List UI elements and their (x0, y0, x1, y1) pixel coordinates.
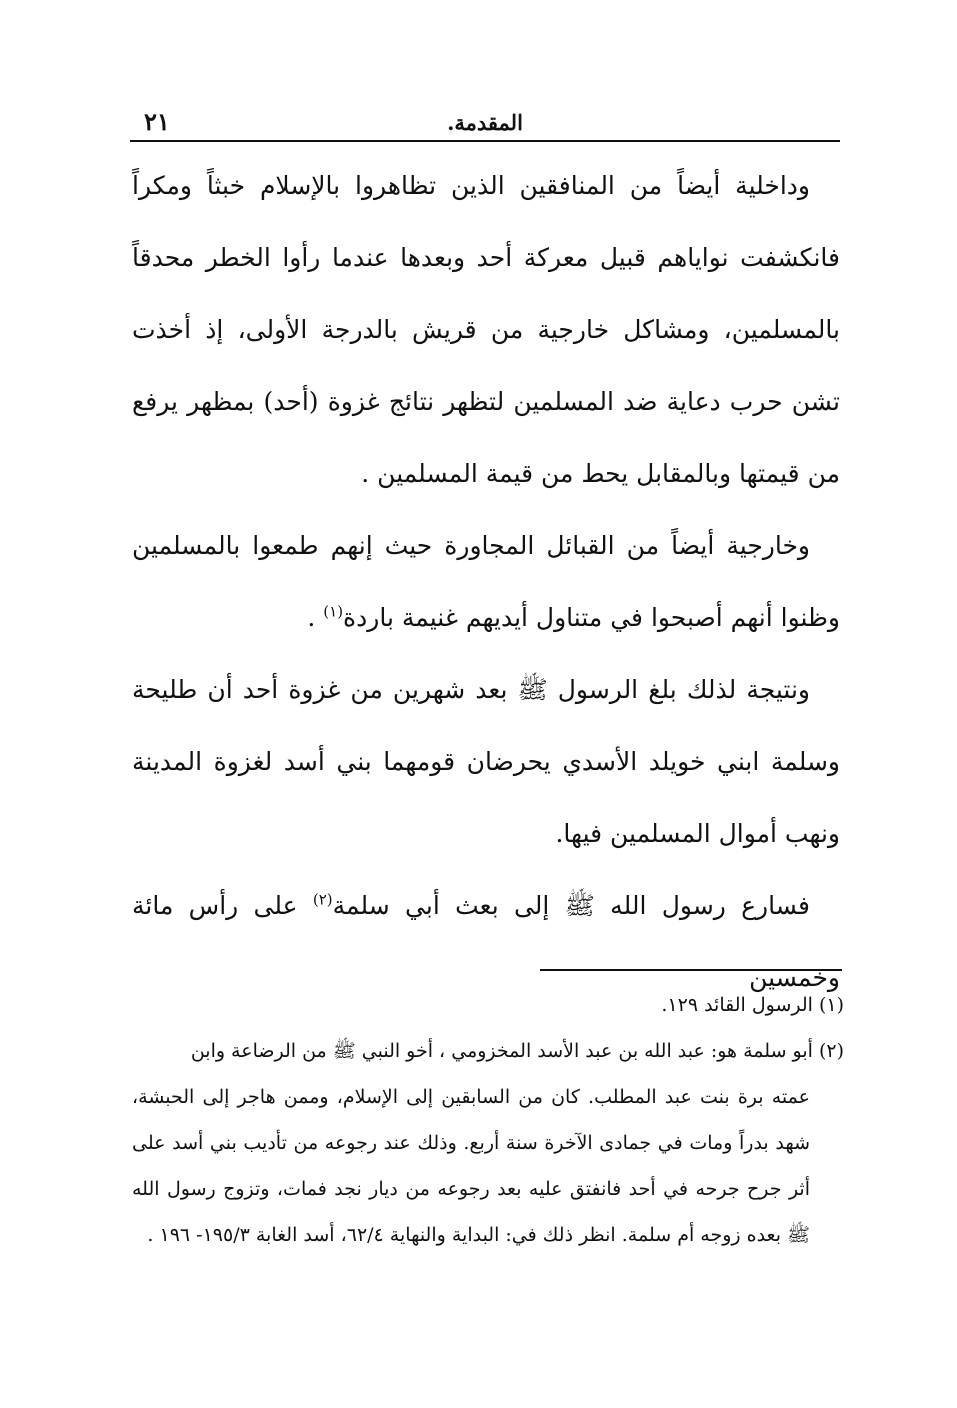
chapter-title: المقدمة. (447, 110, 523, 135)
main-text (132, 150, 840, 1014)
footnote-1-number: (١) (818, 994, 844, 1016)
running-header (130, 108, 840, 142)
paragraph-4-text: فسارع رسول الله ﷺ إلى بعث أبي سلمة (332, 891, 811, 920)
paragraph-4-end: على رأس مائة وخمسين (132, 891, 840, 992)
footnote-divider (540, 969, 842, 971)
footnote-2-continuation (132, 1074, 844, 1258)
paragraph-1 (132, 150, 840, 510)
paragraph-2 (132, 510, 840, 654)
header-divider (130, 140, 840, 142)
footnote-ref-1[interactable]: (١) (323, 602, 344, 621)
paragraph-2-end: . (307, 603, 324, 632)
paragraph-2-text: وخارجية أيضاً من القبائل المجاورة حيث إنهم طمعوا بالمسلمين وظنوا أنهم أصبحوا في متناول أيديهم غنيمة باردة (132, 531, 840, 632)
page-number: ٢١ (144, 107, 170, 136)
footnotes (132, 982, 844, 1258)
footnote-ref-2[interactable]: (٢) (312, 890, 333, 909)
footnote-2-first-line: أبو سلمة هو: عبد الله بن عبد الأسد المخزومي ، أخو النبي ﷺ من الرضاعة وابن (190, 1040, 813, 1062)
paragraph-1-text: وداخلية أيضاً من المنافقين الذين تظاهروا بالإسلام خبثاً ومكراً فانكشفت نواياهم قبيل معركة أحد وبعدها عندما رأوا الخطر محدقاً بالمسلمين، ومشاكل خارجية من قريش بالدرجة الأولى، إذ أخذت تشن حرب دعاية ضد المسلمين لتظهر نتائج غزوة (أحد) بمظهر يرفع من قيمتها وبالمقابل يحط من قيمة المسلمين . (132, 171, 840, 488)
footnote-2 (132, 1028, 844, 1074)
paragraph-3-text: ونتيجة لذلك بلغ الرسول ﷺ بعد شهرين من غزوة أحد أن طليحة وسلمة ابني خويلد الأسدي يحرضان قومهما بني أسد لغزوة المدينة ونهب أموال المسلمين فيها. (132, 675, 840, 848)
footnote-2-text: عمته برة بنت عبد المطلب. كان من السابقين إلى الإسلام، وممن هاجر إلى الحبشة، شهد بدراً ومات في جمادى الآخرة سنة أربع. وذلك عند رجوعه من تأديب بني أسد على أثر جرح جرحه في أحد فانفتق عليه بعد رجوعه من ديار نجد فمات، وتزوج رسول الله ﷺ بعده زوجه أم سلمة. انظر ذلك في: البداية والنهاية ٦٢/٤، أسد الغابة ١٩٥/٣- ١٩٦ . (132, 1086, 810, 1246)
footnote-2-number: (٢) (818, 1040, 844, 1062)
footnote-1 (132, 982, 844, 1028)
paragraph-3 (132, 654, 840, 870)
footnote-1-text: الرسول القائد ١٢٩. (661, 994, 813, 1016)
